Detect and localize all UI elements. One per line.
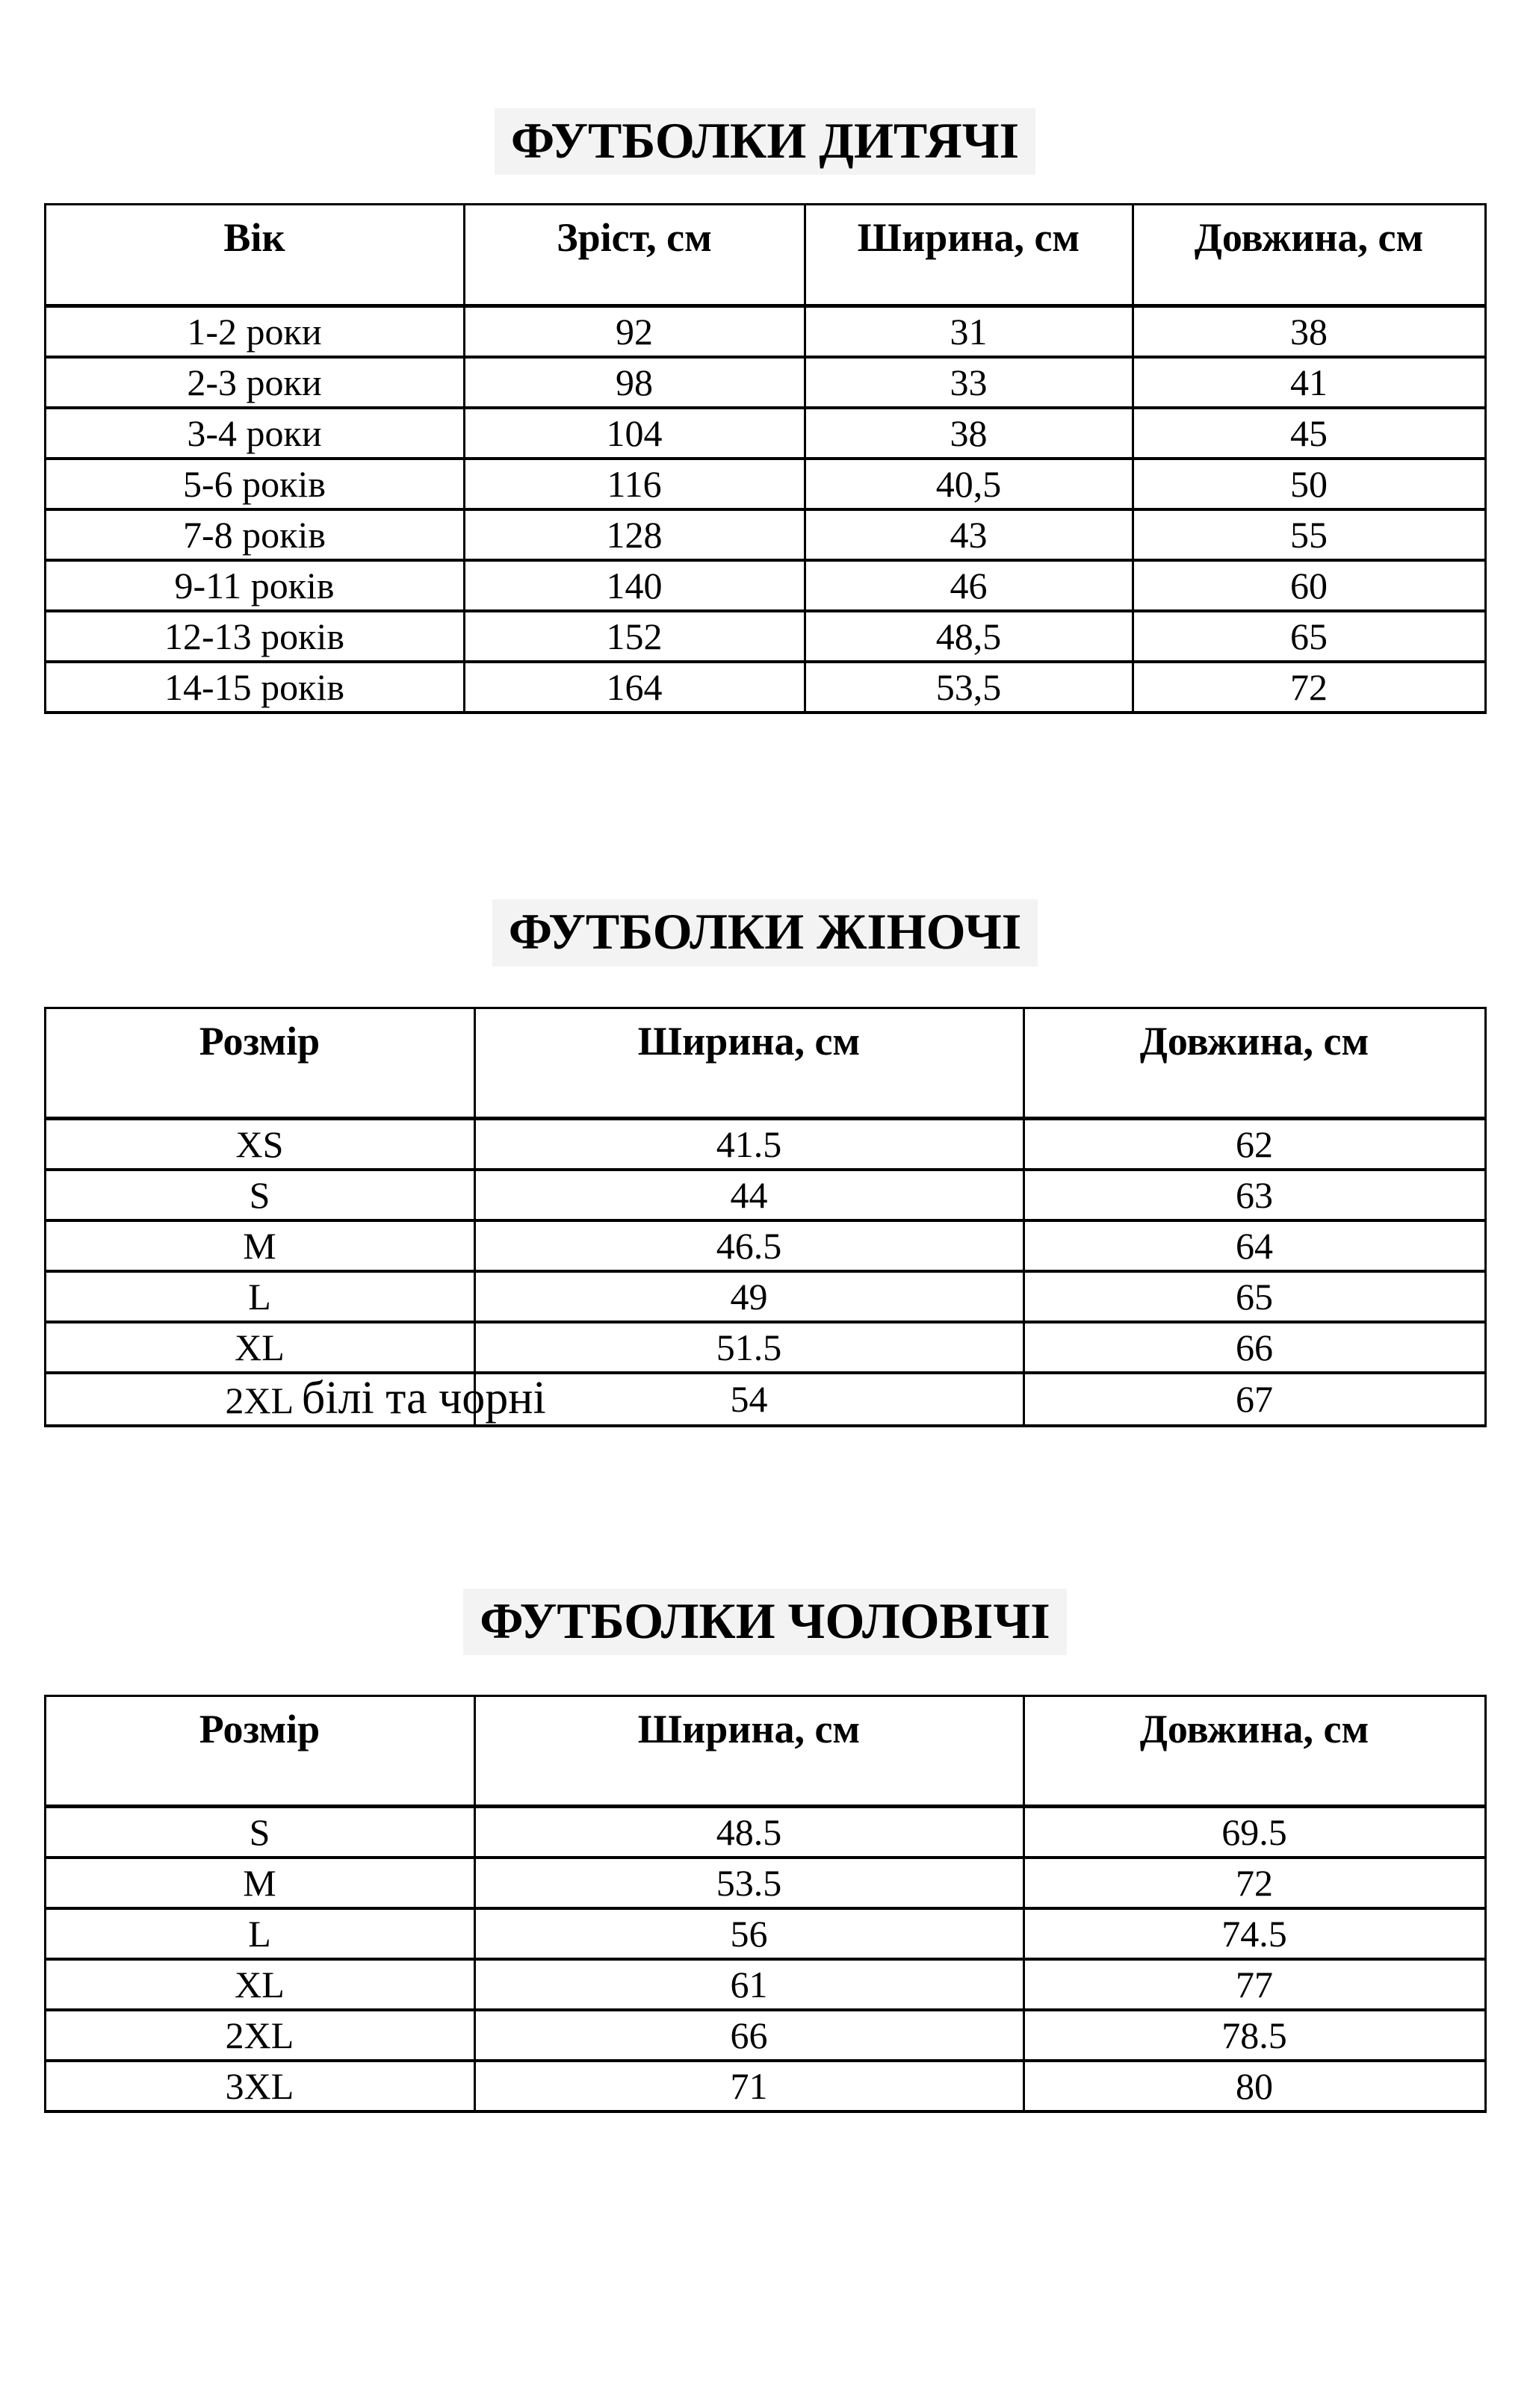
- table-row: [45, 1271, 1485, 1322]
- table-cell: 53,5: [805, 662, 1133, 713]
- table-cell: 2XL: [45, 2010, 474, 2061]
- color-note: білі та чорні: [301, 1372, 546, 1424]
- table-cell: 140: [464, 560, 805, 611]
- header-row: [45, 205, 1485, 306]
- table-cell: 51.5: [474, 1322, 1023, 1373]
- table-row: [45, 408, 1485, 459]
- column-header: Розмір: [45, 1696, 474, 1807]
- table-cell: 65: [1023, 1271, 1485, 1322]
- table-cell: 12-13 років: [45, 611, 464, 662]
- column-header: Зріст, см: [464, 205, 805, 306]
- table-cell: 38: [805, 408, 1133, 459]
- table-cell: 71: [474, 2061, 1023, 2111]
- table-cell: 3XL: [45, 2061, 474, 2111]
- table-cell: 38: [1133, 306, 1485, 358]
- size-table: [44, 203, 1487, 714]
- table-cell: 53.5: [474, 1858, 1023, 1908]
- table-row: [45, 1220, 1485, 1271]
- column-header: Ширина, см: [474, 1008, 1023, 1118]
- size-chart-section: [0, 108, 1530, 714]
- table-row: [45, 459, 1485, 509]
- size-chart-section: [0, 1589, 1530, 2113]
- table-cell: 77: [1023, 1959, 1485, 2010]
- table-cell: 14-15 років: [45, 662, 464, 713]
- table-cell: 72: [1023, 1858, 1485, 1908]
- table-cell: 43: [805, 509, 1133, 560]
- table-cell: 65: [1133, 611, 1485, 662]
- table-row: [45, 1959, 1485, 2010]
- table-row: [45, 560, 1485, 611]
- table-row: [45, 611, 1485, 662]
- title-row: [0, 1589, 1530, 1655]
- table-cell: 152: [464, 611, 805, 662]
- table-cell: 9-11 років: [45, 560, 464, 611]
- table-cell: 33: [805, 357, 1133, 408]
- table-cell: L: [45, 1908, 474, 1959]
- table-cell: XS: [45, 1118, 474, 1170]
- table-row: [45, 662, 1485, 713]
- column-header: Вік: [45, 205, 464, 306]
- table-cell: 62: [1023, 1118, 1485, 1170]
- title-row: [0, 108, 1530, 175]
- table-cell: 98: [464, 357, 805, 408]
- table-cell: S: [45, 1807, 474, 1858]
- table-cell: S: [45, 1170, 474, 1220]
- column-header: Довжина, см: [1023, 1008, 1485, 1118]
- table-cell: 48,5: [805, 611, 1133, 662]
- table-cell: 67: [1023, 1373, 1485, 1426]
- table-row: [45, 1373, 1485, 1426]
- table-row: [45, 1807, 1485, 1858]
- column-header: Довжина, см: [1023, 1696, 1485, 1807]
- table-cell: 49: [474, 1271, 1023, 1322]
- table-cell: 46: [805, 560, 1133, 611]
- table-cell: 41.5: [474, 1118, 1023, 1170]
- table-cell: 116: [464, 459, 805, 509]
- table-row: [45, 1908, 1485, 1959]
- table-cell: M: [45, 1220, 474, 1271]
- table-cell: M: [45, 1858, 474, 1908]
- table-cell: 2-3 роки: [45, 357, 464, 408]
- title-row: [0, 899, 1530, 966]
- table-cell: 66: [1023, 1322, 1485, 1373]
- table-cell: 50: [1133, 459, 1485, 509]
- table-cell: 60: [1133, 560, 1485, 611]
- table-cell: 66: [474, 2010, 1023, 2061]
- table-cell: 63: [1023, 1170, 1485, 1220]
- size-table: [44, 1007, 1487, 1427]
- section-title: ФУТБОЛКИ ЖІНОЧІ: [492, 899, 1038, 966]
- table-cell: 92: [464, 306, 805, 358]
- section-title: ФУТБОЛКИ ДИТЯЧІ: [495, 108, 1035, 175]
- section-title: ФУТБОЛКИ ЧОЛОВІЧІ: [463, 1589, 1067, 1655]
- table-row: [45, 1858, 1485, 1908]
- table-cell: 69.5: [1023, 1807, 1485, 1858]
- table-row: [45, 357, 1485, 408]
- size-with-color-note: 2XL білі та чорні: [225, 1372, 546, 1424]
- table-row: [45, 2061, 1485, 2111]
- table-cell: 74.5: [1023, 1908, 1485, 1959]
- document-page: [0, 108, 1530, 2408]
- size-table: [44, 1695, 1487, 2113]
- table-cell: 31: [805, 306, 1133, 358]
- column-header: Ширина, см: [805, 205, 1133, 306]
- table-cell: 56: [474, 1908, 1023, 1959]
- table-row: [45, 1322, 1485, 1373]
- table-cell: 1-2 роки: [45, 306, 464, 358]
- table-cell: XL: [45, 1322, 474, 1373]
- table-cell: 61: [474, 1959, 1023, 2010]
- table-row: [45, 1118, 1485, 1170]
- table-cell: 3-4 роки: [45, 408, 464, 459]
- column-header: Довжина, см: [1133, 205, 1485, 306]
- table-cell: 41: [1133, 357, 1485, 408]
- table-cell: 44: [474, 1170, 1023, 1220]
- table-cell: 5-6 років: [45, 459, 464, 509]
- table-cell: 72: [1133, 662, 1485, 713]
- table-cell: XL: [45, 1959, 474, 2010]
- table-cell: 48.5: [474, 1807, 1023, 1858]
- size-chart-section: [0, 899, 1530, 1427]
- table-row: [45, 1170, 1485, 1220]
- table-cell: 7-8 років: [45, 509, 464, 560]
- table-row: [45, 306, 1485, 358]
- header-row: [45, 1696, 1485, 1807]
- table-cell: 64: [1023, 1220, 1485, 1271]
- table-row: [45, 509, 1485, 560]
- table-cell: L: [45, 1271, 474, 1322]
- table-cell: 80: [1023, 2061, 1485, 2111]
- column-header: Розмір: [45, 1008, 474, 1118]
- table-cell: 40,5: [805, 459, 1133, 509]
- table-cell: 128: [464, 509, 805, 560]
- table-cell: 54: [474, 1373, 1023, 1426]
- header-row: [45, 1008, 1485, 1118]
- table-cell: 164: [464, 662, 805, 713]
- table-cell: 55: [1133, 509, 1485, 560]
- table-cell: 45: [1133, 408, 1485, 459]
- table-cell: [45, 1372, 546, 1426]
- table-cell: 46.5: [474, 1220, 1023, 1271]
- table-row: [45, 2010, 1485, 2061]
- column-header: Ширина, см: [474, 1696, 1023, 1807]
- table-cell: 78.5: [1023, 2010, 1485, 2061]
- table-cell: 104: [464, 408, 805, 459]
